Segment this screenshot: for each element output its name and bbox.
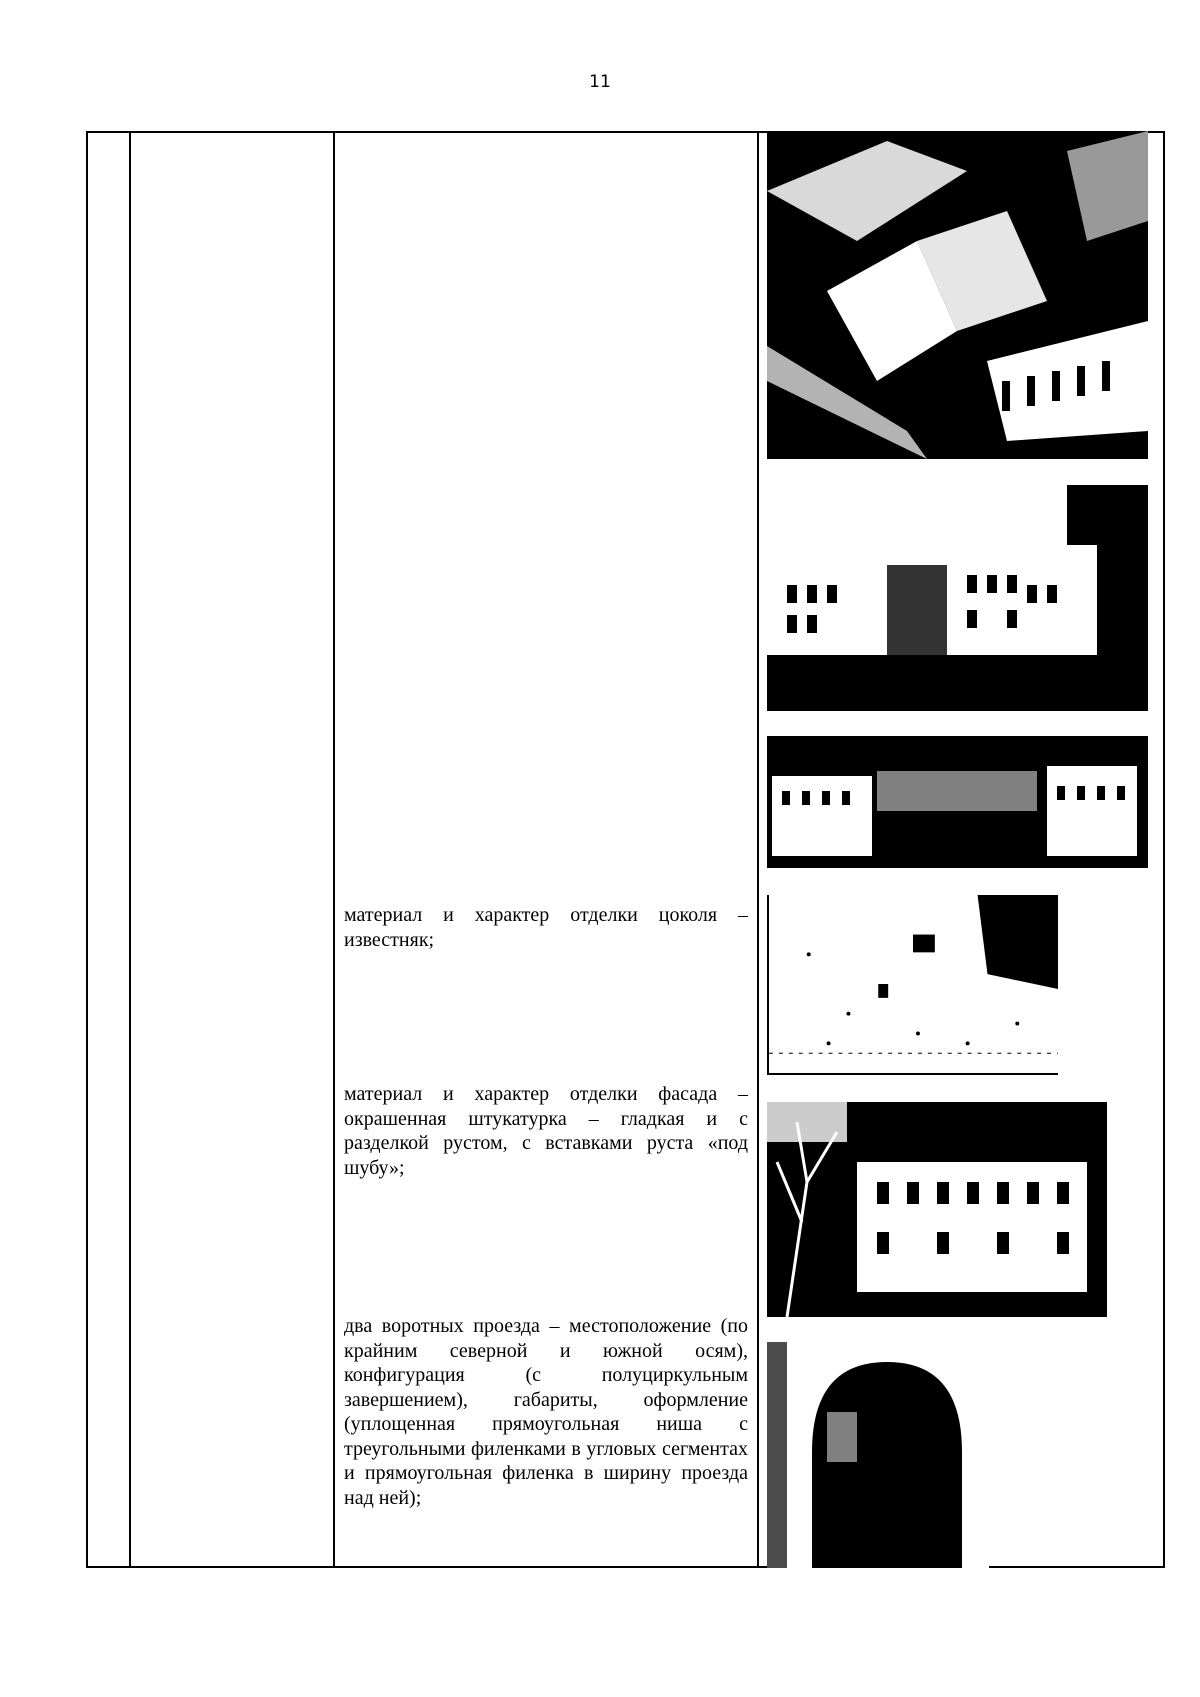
street-panorama-photo xyxy=(767,485,1148,711)
column-divider xyxy=(333,133,335,1566)
facade-panorama-photo xyxy=(767,736,1148,868)
gates-description: два воротных проезда – местоположение (по крайним северной и южной осям), конфигурация (с полуциркульным завершением), габариты, оформление (уплощенная прямоугольная ниша с треугольными филенками в угловых сегментах и прямоугольная филенка в ширину проезда над ней); xyxy=(344,1315,748,1509)
column-divider xyxy=(129,133,131,1566)
facade-plaster-photo xyxy=(767,1102,1107,1317)
aerial-view-photo xyxy=(767,131,1148,459)
plinth-description: материал и характер отделки цоколя – известняк; xyxy=(344,904,748,951)
facade-description: материал и характер отделки фасада – окрашенная штукатурка – гладкая и с разделкой рустом, с вставками руста «под шубу»; xyxy=(344,1083,748,1179)
page-number: 11 xyxy=(589,72,611,92)
column-divider xyxy=(757,133,759,1566)
plinth-limestone-photo xyxy=(767,895,1058,1075)
gateway-arch-photo xyxy=(767,1342,989,1568)
